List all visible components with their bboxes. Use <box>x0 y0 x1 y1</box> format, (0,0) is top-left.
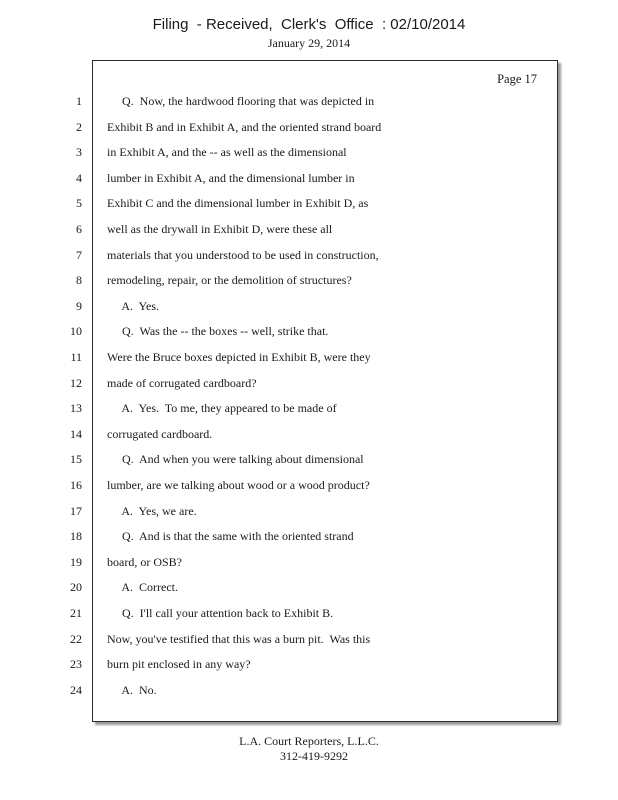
line-text: Q. Was the -- the boxes -- well, strike that. <box>107 324 329 339</box>
line-number: 6 <box>76 222 82 236</box>
line-number: 8 <box>76 273 82 288</box>
line-number: 23 <box>70 657 82 672</box>
line-text: Q. I'll call your attention back to Exhibit B. <box>107 606 334 620</box>
line-text: A. Yes. To me, they appeared to be made of <box>107 401 337 416</box>
footer-phone: 312-419-9292 <box>280 749 348 763</box>
line-text: A. Yes. <box>107 298 160 313</box>
line-text: A. Yes, we are. <box>107 503 197 518</box>
line-number: 20 <box>70 580 82 595</box>
line-text: made of corrugated cardboard? <box>107 375 257 390</box>
document-date: January 29, 2014 <box>267 36 351 50</box>
line-text: burn pit enclosed in any way? <box>107 657 251 672</box>
line-number: 18 <box>70 529 82 544</box>
line-number: 13 <box>70 401 82 416</box>
line-text: materials that you understood to be used in construction, <box>107 247 379 262</box>
line-text: Q. And is that the same with the oriented strand <box>107 529 354 544</box>
line-text: Q. Now, the hardwood flooring that was depicted in <box>107 94 375 108</box>
line-number: 10 <box>70 324 82 339</box>
line-text: A. No. <box>107 682 157 697</box>
line-number: 1 <box>76 94 82 108</box>
line-number: 16 <box>70 478 82 492</box>
line-text: Q. And when you were talking about dimensional <box>107 452 364 467</box>
line-number: 15 <box>70 452 82 467</box>
line-text: Exhibit C and the dimensional lumber in Exhibit D, as <box>107 196 369 211</box>
line-text: corrugated cardboard. <box>107 426 213 441</box>
line-number: 12 <box>70 375 82 390</box>
line-number: 4 <box>76 170 82 185</box>
line-number: 24 <box>70 682 82 697</box>
line-number: 11 <box>70 350 82 364</box>
line-text: A. Correct. <box>107 580 178 595</box>
filing-stamp: Filing - Received, Clerk's Office : 02/10/2014 <box>152 16 466 33</box>
line-text: remodeling, repair, or the demolition of structures? <box>107 273 352 288</box>
line-text: well as the drywall in Exhibit D, were these all <box>107 222 333 236</box>
line-text: Were the Bruce boxes depicted in Exhibit B, were they <box>107 350 371 364</box>
line-text: board, or OSB? <box>107 554 182 569</box>
line-number: 5 <box>76 196 82 211</box>
line-text: lumber, are we talking about wood or a wood product? <box>107 478 370 492</box>
page-number: Page 17 <box>497 72 537 86</box>
line-number: 2 <box>76 119 82 134</box>
line-number: 9 <box>76 298 82 313</box>
line-text: Exhibit B and in Exhibit A, and the oriented strand board <box>107 119 382 134</box>
line-text: in Exhibit A, and the -- as well as the dimensional <box>107 145 347 160</box>
footer-company: L.A. Court Reporters, L.L.C. <box>239 734 379 748</box>
line-number: 21 <box>70 606 82 620</box>
line-number: 14 <box>70 426 82 441</box>
line-number: 22 <box>70 631 82 646</box>
line-number: 7 <box>76 247 82 262</box>
line-number: 19 <box>70 554 82 569</box>
line-number: 17 <box>70 503 82 518</box>
line-text: Now, you've testified that this was a burn pit. Was this <box>107 631 371 646</box>
line-text: lumber in Exhibit A, and the dimensional lumber in <box>107 170 355 185</box>
line-number: 3 <box>76 145 82 160</box>
